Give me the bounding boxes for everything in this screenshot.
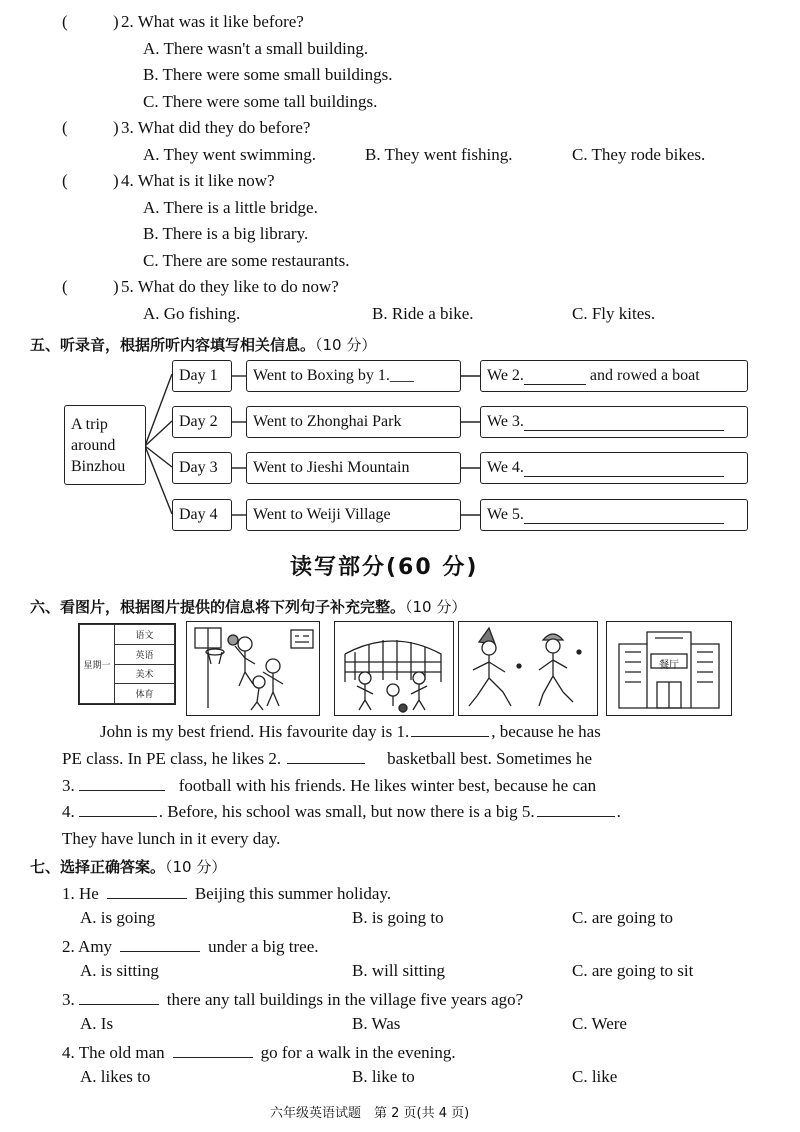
answer-label: We 3. — [487, 413, 524, 430]
option-b: B. There were some small buildings. — [143, 65, 393, 84]
skating-illustration — [459, 622, 596, 714]
answer-paren-close: ) — [113, 277, 119, 296]
answer-blank[interactable] — [524, 414, 724, 431]
option-a: A. There is a little bridge. — [143, 198, 318, 217]
question-stem — [62, 988, 523, 1010]
answer-blank[interactable] — [524, 460, 724, 477]
answer-paren-close: ) — [113, 12, 119, 31]
answer-label: We 5. — [487, 506, 524, 523]
answer-box — [480, 452, 748, 484]
connector-line — [145, 374, 172, 446]
section-heading — [30, 856, 226, 877]
answer-blank[interactable] — [120, 935, 200, 952]
passage-line — [100, 719, 601, 746]
answer-paren-close: ) — [113, 171, 119, 190]
option-b: B. Was — [352, 1014, 401, 1033]
answer-box — [480, 360, 748, 392]
answer-label: We 4. — [487, 459, 524, 476]
passage-text: , because he has — [491, 722, 601, 741]
option-c: C. There are some restaurants. — [143, 251, 350, 270]
option-b: B. They went fishing. — [365, 145, 513, 164]
passage-text: 3. — [62, 776, 75, 795]
answer-blank-1[interactable] — [411, 720, 489, 737]
passage-text: They have lunch in it every day. — [62, 829, 281, 848]
option-c: C. are going to — [572, 908, 674, 927]
section-heading — [30, 596, 466, 617]
answer-paren-open[interactable]: ( — [62, 12, 68, 31]
stem-text: 4. The old man — [62, 1043, 165, 1062]
option-c: C. Fly kites. — [572, 304, 656, 323]
schedule-subject: 英语 — [115, 644, 175, 664]
restaurant-sign: 餐厅 — [659, 660, 679, 671]
answer-blank[interactable] — [173, 1041, 253, 1058]
stem-text: there any tall buildings in the village five years ago? — [166, 990, 524, 1009]
root-line: around — [71, 436, 116, 454]
question-text: 5. What do they like to do now? — [121, 277, 339, 296]
section-points: （10 分） — [405, 598, 467, 616]
skating-picture — [458, 621, 598, 716]
root-line: Binzhou — [71, 457, 126, 475]
answer-blank[interactable] — [107, 882, 187, 899]
section-heading-text: 七、选择正确答案。 — [30, 858, 166, 876]
stem-text: Beijing this summer holiday. — [194, 884, 392, 903]
passage-text: PE class. In PE class, he likes 2. — [62, 749, 282, 768]
restaurant-picture — [606, 621, 732, 716]
activity-box: Went to Weiji Village — [246, 499, 461, 531]
passage-text: basketball best. Sometimes he — [387, 749, 592, 768]
stem-text: 2. Amy — [62, 937, 113, 956]
question-stem — [62, 882, 391, 904]
answer-tail: and rowed a boat — [589, 367, 700, 384]
passage-line — [62, 826, 280, 853]
answer-blank[interactable] — [79, 988, 159, 1005]
answer-label: We 2. — [487, 367, 524, 384]
day-box: Day 4 — [172, 499, 232, 531]
answer-blank[interactable] — [524, 368, 586, 385]
option-b: B. There is a big library. — [143, 224, 309, 243]
question-text: 4. What is it like now? — [121, 171, 275, 190]
passage-line — [62, 773, 596, 800]
option-a: A. Go fishing. — [143, 304, 241, 323]
answer-box — [480, 406, 748, 438]
option-b: B. will sitting — [352, 961, 446, 980]
day-box: Day 2 — [172, 406, 232, 438]
option-b: B. Ride a bike. — [372, 304, 474, 323]
activity-box: Went to Boxing by 1.___ — [246, 360, 461, 392]
section-points: （10 分） — [315, 336, 377, 354]
answer-paren-close: ) — [113, 118, 119, 137]
option-c: C. like — [572, 1067, 618, 1086]
option-c: C. are going to sit — [572, 961, 694, 980]
question-text: 2. What was it like before? — [121, 12, 304, 31]
option-c: C. Were — [572, 1014, 627, 1033]
passage-text: 4. — [62, 802, 75, 821]
question-stem — [62, 935, 319, 957]
section-heading-text: 五、听录音，根据所听内容填写相关信息。 — [30, 336, 316, 354]
schedule-picture — [78, 623, 176, 705]
football-illustration — [335, 622, 452, 714]
passage-line — [62, 799, 621, 826]
option-c: C. They rode bikes. — [572, 145, 706, 164]
answer-blank-5[interactable] — [537, 800, 615, 817]
option-b: B. is going to — [352, 908, 444, 927]
section-heading-text: 六、看图片，根据图片提供的信息将下列句子补充完整。 — [30, 598, 406, 616]
root-line: A trip — [71, 415, 108, 433]
day-box: Day 3 — [172, 452, 232, 484]
section-points: （10 分） — [165, 858, 227, 876]
option-a: A. is sitting — [80, 961, 159, 980]
football-picture — [334, 621, 454, 716]
answer-paren-open[interactable]: ( — [62, 118, 68, 137]
basketball-illustration — [187, 622, 318, 714]
stem-text: 3. — [62, 990, 75, 1009]
stem-text: under a big tree. — [208, 937, 319, 956]
answer-blank-2[interactable] — [287, 747, 365, 764]
mind-map-root — [64, 405, 146, 485]
passage-text: football with his friends. He likes winter best, because he can — [178, 776, 597, 795]
activity-box: Went to Zhonghai Park — [246, 406, 461, 438]
answer-blank[interactable] — [524, 507, 724, 524]
option-a: A. likes to — [80, 1067, 151, 1086]
stem-text: 1. He — [62, 884, 99, 903]
passage-text: . Before, his school was small, but now there is a big 5. — [158, 802, 535, 821]
stem-text: go for a walk in the evening. — [260, 1043, 456, 1062]
answer-blank-3[interactable] — [79, 774, 165, 791]
option-a: A. Is — [80, 1014, 114, 1033]
option-b: B. like to — [352, 1067, 415, 1086]
passage-text: John is my best friend. His favourite day is 1. — [100, 722, 410, 741]
answer-paren-open[interactable]: ( — [62, 277, 68, 296]
basketball-picture — [186, 621, 320, 716]
schedule-subject: 体育 — [115, 684, 175, 704]
schedule-subject: 语文 — [115, 625, 175, 645]
schedule-day: 星期一 — [80, 625, 115, 704]
schedule-subject: 美术 — [115, 664, 175, 684]
passage-text: . — [616, 802, 621, 821]
question-text: 3. What did they do before? — [121, 118, 311, 137]
answer-blank-4[interactable] — [79, 800, 157, 817]
passage-line — [62, 746, 592, 773]
day-box: Day 1 — [172, 360, 232, 392]
section-title: 读写部分(60 分) — [290, 555, 479, 580]
page-footer: 六年级英语试题 第 2 页(共 4 页) — [270, 1106, 470, 1121]
option-a: A. is going — [80, 908, 156, 927]
question-stem — [62, 1041, 456, 1063]
option-a: A. There wasn't a small building. — [143, 39, 369, 58]
option-a: A. They went swimming. — [143, 145, 316, 164]
answer-paren-open[interactable]: ( — [62, 171, 68, 190]
option-c: C. There were some tall buildings. — [143, 92, 378, 111]
activity-box: Went to Jieshi Mountain — [246, 452, 461, 484]
answer-box — [480, 499, 748, 531]
